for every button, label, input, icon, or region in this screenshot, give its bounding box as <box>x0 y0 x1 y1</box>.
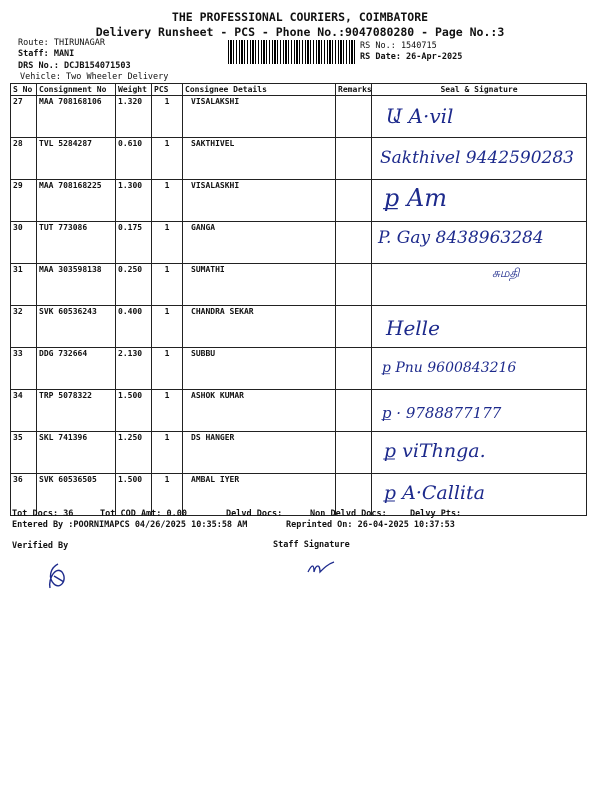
entered-by: Entered By :POORNIMAPCS 04/26/2025 10:35:58 AM <box>12 520 248 530</box>
delivery-points: Delvy Pts: <box>410 509 462 519</box>
cell-sno: 31 <box>11 264 37 306</box>
handwritten-signature: Sakthivel 9442590283 <box>380 148 574 168</box>
handwritten-signature: Helle <box>386 316 440 340</box>
cell-weight: 1.320 <box>116 96 152 138</box>
cell-weight: 0.250 <box>116 264 152 306</box>
cell-signature <box>372 432 587 474</box>
consignee-name: AMBAL IYER <box>191 475 240 484</box>
barcode <box>228 40 356 64</box>
cell-consignment-no: TUT 773086 <box>37 222 116 264</box>
cell-consignee <box>183 348 336 390</box>
cell-remarks <box>336 264 372 306</box>
consignee-name: GANGA <box>191 223 216 232</box>
table-row <box>11 432 587 474</box>
cell-sno: 33 <box>11 348 37 390</box>
cell-signature <box>372 306 587 348</box>
consignee-name: VISALAKSHI <box>191 97 240 106</box>
col-header-sno: S No <box>11 84 37 96</box>
table-row <box>11 390 587 432</box>
cell-weight: 0.610 <box>116 138 152 180</box>
verified-by-label: Verified By <box>12 541 69 551</box>
cell-consignment-no: MAA 708168106 <box>37 96 116 138</box>
cell-sno: 28 <box>11 138 37 180</box>
verified-by-signature <box>44 562 70 592</box>
cell-sno: 32 <box>11 306 37 348</box>
cell-pcs: 1 <box>152 474 183 516</box>
cell-sno: 36 <box>11 474 37 516</box>
route-label: Route: THIRUNAGAR <box>18 38 105 48</box>
table-row <box>11 348 587 390</box>
delivered-docs: Delvd Docs: <box>226 509 283 519</box>
cell-pcs: 1 <box>152 96 183 138</box>
cell-sno: 30 <box>11 222 37 264</box>
cell-consignment-no: TRP 5078322 <box>37 390 116 432</box>
cell-weight: 0.175 <box>116 222 152 264</box>
table-row <box>11 264 587 306</box>
cell-pcs: 1 <box>152 138 183 180</box>
handwritten-signature: ք Am <box>384 184 447 212</box>
cell-signature <box>372 96 587 138</box>
cell-consignment-no: TVL 5284287 <box>37 138 116 180</box>
cell-signature <box>372 138 587 180</box>
table-row <box>11 138 587 180</box>
cell-consignee <box>183 222 336 264</box>
col-header-remarks: Remarks <box>336 84 372 96</box>
table-header-row <box>11 84 587 96</box>
non-delivered-docs: Non Delvd Docs: <box>310 509 387 519</box>
cell-consignee <box>183 390 336 432</box>
consignee-name: CHANDRA SEKAR <box>191 307 254 316</box>
cell-consignment-no: SKL 741396 <box>37 432 116 474</box>
col-header-weight: Weight <box>116 84 152 96</box>
cell-sno: 34 <box>11 390 37 432</box>
cell-remarks <box>336 390 372 432</box>
handwritten-signature: ք A·Callita <box>384 482 485 504</box>
cell-signature <box>372 264 587 306</box>
col-header-consignment: Consignment No <box>37 84 116 96</box>
cell-weight: 1.250 <box>116 432 152 474</box>
cell-signature <box>372 348 587 390</box>
consignee-name: DS HANGER <box>191 433 235 442</box>
cell-consignment-no: DDG 732664 <box>37 348 116 390</box>
cell-consignee <box>183 432 336 474</box>
table-row <box>11 474 587 516</box>
cell-remarks <box>336 348 372 390</box>
cell-weight: 0.400 <box>116 306 152 348</box>
cell-sno: 35 <box>11 432 37 474</box>
total-docs: Tot Docs: 36 <box>12 509 74 519</box>
cell-consignee <box>183 264 336 306</box>
cell-signature <box>372 180 587 222</box>
total-cod-amount: Tot COD Amt: 0.00 <box>100 509 187 519</box>
col-header-seal-signature: Seal & Signature <box>372 84 587 96</box>
col-header-consignee: Consignee Details <box>183 84 336 96</box>
consignee-name: SUMATHI <box>191 265 225 274</box>
cell-pcs: 1 <box>152 390 183 432</box>
cell-consignment-no: MAA 303598138 <box>37 264 116 306</box>
table-row <box>11 96 587 138</box>
staff-signature-label: Staff Signature <box>273 540 350 550</box>
consignee-name: SAKTHIVEL <box>191 139 235 148</box>
consignee-name: SUBBU <box>191 349 216 358</box>
cell-remarks <box>336 138 372 180</box>
cell-consignment-no: SVK 60536243 <box>37 306 116 348</box>
cell-pcs: 1 <box>152 222 183 264</box>
cell-remarks <box>336 96 372 138</box>
table-row <box>11 306 587 348</box>
staff-signature-mark <box>306 558 336 578</box>
handwritten-signature: ք · 9788877177 <box>382 404 502 422</box>
cell-signature <box>372 474 587 516</box>
runsheet-table <box>10 83 587 516</box>
cell-pcs: 1 <box>152 348 183 390</box>
cell-consignee <box>183 138 336 180</box>
cell-remarks <box>336 306 372 348</box>
cell-weight: 2.130 <box>116 348 152 390</box>
consignee-name: ASHOK KUMAR <box>191 391 244 400</box>
drs-label: DRS No.: DCJB154071503 <box>18 61 131 71</box>
cell-signature <box>372 222 587 264</box>
cell-sno: 29 <box>11 180 37 222</box>
handwritten-signature: P. Gay 8438963284 <box>378 228 544 248</box>
cell-signature <box>372 390 587 432</box>
company-title: THE PROFESSIONAL COURIERS, COIMBATORE <box>171 10 429 24</box>
handwritten-signature: ք viThnga. <box>384 440 486 462</box>
cell-weight: 1.500 <box>116 474 152 516</box>
cell-consignee <box>183 306 336 348</box>
consignee-name: VISALASKHI <box>191 181 240 190</box>
col-header-pcs: PCS <box>152 84 183 96</box>
rs-number: RS No.: 1540715 <box>360 41 437 51</box>
vehicle-label: Vehicle: Two Wheeler Delivery <box>20 72 169 82</box>
cell-remarks <box>336 432 372 474</box>
runsheet-subtitle: Delivery Runsheet - PCS - Phone No.:9047080280 - Page No.:3 <box>95 25 505 39</box>
handwritten-signature: Ա A·vil <box>386 104 454 128</box>
cell-consignee <box>183 96 336 138</box>
handwritten-signature: சுமதி <box>492 266 520 280</box>
cell-weight: 1.300 <box>116 180 152 222</box>
cell-consignment-no: SVK 60536505 <box>37 474 116 516</box>
rs-date: RS Date: 26-Apr-2025 <box>360 52 463 62</box>
cell-pcs: 1 <box>152 432 183 474</box>
cell-sno: 27 <box>11 96 37 138</box>
reprinted-on: Reprinted On: 26-04-2025 10:37:53 <box>286 520 455 530</box>
cell-consignment-no: MAA 708168225 <box>37 180 116 222</box>
staff-label: Staff: MANI <box>18 49 75 59</box>
cell-consignee <box>183 180 336 222</box>
cell-pcs: 1 <box>152 180 183 222</box>
table-row <box>11 180 587 222</box>
handwritten-signature: ք Pnu 9600843216 <box>382 360 517 376</box>
cell-remarks <box>336 180 372 222</box>
cell-pcs: 1 <box>152 306 183 348</box>
cell-pcs: 1 <box>152 264 183 306</box>
table-row <box>11 222 587 264</box>
cell-weight: 1.500 <box>116 390 152 432</box>
cell-remarks <box>336 222 372 264</box>
